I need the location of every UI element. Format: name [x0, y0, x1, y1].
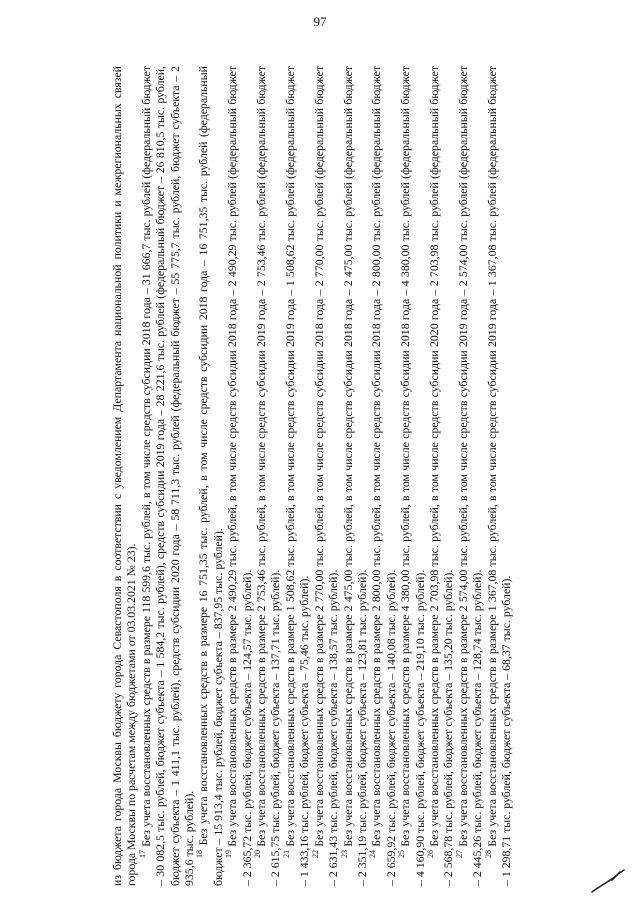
footnote-text: Без учета восстановленных средств в размере 2 703,98 тыс. рублей, в том числе средств субсидии 2020 года – 2 703,98 тыс. рублей (федеральный бюджет – 2 568,78 тыс. рублей, бюджет субъекта – 135,20 тыс. рублей). — [426, 65, 456, 886]
footnote-text: Без учета восстановленных средств в размере 2 574,00 тыс. рублей, в том числе средств субсидии 2019 года – 2 574,00 тыс. рублей (федеральный бюджет – 2 445,26 тыс. рублей, бюджет субъекта – 128,74 тыс. рублей). — [455, 65, 485, 886]
footnote-number: 18 — [195, 850, 205, 858]
footnote-text: Без учета восстановленных средств в размере 2 475,00 тыс. рублей, в том числе средств субсидии 2018 года – 2 475,00 тыс. рублей (федеральный бюджет – 2 351,19 тыс. рублей, бюджет субъекта – 123,81 тыс. рублей). — [340, 65, 369, 886]
footnote-text: Без учета восстановленных средств в размере 2 770,00 тыс. рублей, в том числе средств субсидии 2018 года – 2 770,00 тыс. рублей (федеральный бюджет – 2 631,43 тыс. рублей, бюджет субъекта – 138,57 тыс. рублей). — [311, 65, 341, 886]
footnote-number: 19 — [224, 850, 234, 858]
footnote-text: Без учета восстановленных средств в размере 2 753,46 тыс. рублей, в том числе средств субсидии 2019 года – 2 753,46 тыс. рублей (федеральный бюджет – 2 615,75 тыс. рублей, бюджет субъекта – 137,71 тыс. рублей). — [254, 65, 283, 886]
page-number: 97 — [313, 14, 327, 29]
footnote-18 — [196, 66, 225, 886]
footnote-text: Без учета восстановленных средств в размере 4 380,00 тыс. рублей, в том числе средств субсидии 2018 года – 4 380,00 тыс. рублей (федеральный бюджет – 4 160,90 тыс. рублей, бюджет субъекта – 219,10 тыс. рублей). — [398, 65, 427, 886]
footnote-number: 26 — [426, 850, 436, 858]
footnote-23 — [341, 66, 370, 886]
footnote-text: Без учета восстановленных средств в размере 1 508,62 тыс. рублей, в том числе средств субсидии 2019 года – 1 508,62 тыс. рублей (федеральный бюджет – 1 433,16 тыс. рублей, бюджет субъекта – 75,46 тыс. рублей). — [282, 65, 312, 886]
footnotes-block — [110, 66, 610, 886]
footnote-number: 25 — [397, 850, 407, 858]
intro-paragraph: из бюджета города Москвы бюджету города Севастополя в соответствии с уведомлением Департамента национальной политики и межрегиональных связей города Москвы по расчетам между бюджетами от 03.03.2021 № 23). — [110, 66, 139, 886]
footnote-text: Без учета восстановленных средств в размере 16 751,35 тыс. рублей, в том числе средств субсидии 2018 года – 16 751,35 тыс. рублей (федеральный бюджет – 15 913,4 тыс. рублей, бюджет субъекта – 837,95 тыс. рублей). — [196, 66, 225, 886]
footnote-26 — [427, 66, 456, 886]
footnote-19 — [225, 66, 254, 886]
footnote-20 — [254, 66, 283, 886]
footnote-text: Без учета восстановленных средств в размере 2 800,00 тыс. рублей, в том числе средств субсидии 2018 года – 2 800,00 тыс. рублей (федеральный бюджет – 2 659,92 тыс. рублей, бюджет субъекта – 140,08 тыс. рублей). — [369, 65, 398, 886]
footnote-27 — [456, 66, 485, 886]
footnote-text: Без учета восстановленных средств в размере 1 367,08 тыс. рублей, в том числе средств субсидии 2019 года – 1 367,08 тыс. рублей (федеральный бюджет – 1 298,71 тыс. рублей, бюджет субъекта – 68,37 тыс. рублей). — [484, 65, 513, 886]
footnote-text: Без учета восстановленных средств в размере 118 599,6 тыс. рублей, в том числе средств субсидии 2018 года – 31 666,7 тыс. рублей (федеральный бюджет – 30 082,5 тыс. рублей, бюджет субъекта – 1 584,2 тыс. рублей), средств субсидии 2019 года – 28 221,6 тыс. рублей (федеральный бюджет – 26 810,5 тыс. рублей, бюджет субъекта – 1 411,1 тыс. рублей), средств субсидии 2020 года – 58 711,3 тыс. рублей (федеральный бюджет – 55 775,7 тыс. рублей, бюджет субъекта – 2 935,6 тыс. рублей). — [138, 66, 197, 886]
footnote-number: 17 — [137, 850, 147, 858]
footnote-number: 23 — [339, 850, 349, 858]
pen-mark — [590, 866, 630, 896]
footnote-28 — [485, 66, 514, 886]
footnote-24 — [369, 66, 398, 886]
footnote-number: 20 — [253, 850, 263, 858]
footnote-number: 24 — [368, 850, 378, 858]
footnote-number: 27 — [454, 850, 464, 858]
footnote-text: Без учета восстановленных средств в размере 2 490,29 тыс. рублей, в том числе средств субсидии 2018 года – 2 490,29 тыс. рублей (федеральный бюджет – 2 365,72 тыс. рублей, бюджет субъекта – 124,57 тыс. рублей). — [225, 65, 254, 886]
footnote-17 — [139, 66, 197, 886]
footnote-number: 28 — [483, 850, 493, 858]
footnote-22 — [312, 66, 341, 886]
footnote-number: 22 — [310, 850, 320, 858]
footnote-21 — [283, 66, 312, 886]
footnote-number: 21 — [281, 850, 291, 858]
footnote-25 — [398, 66, 427, 886]
rotated-text-area — [110, 66, 610, 886]
